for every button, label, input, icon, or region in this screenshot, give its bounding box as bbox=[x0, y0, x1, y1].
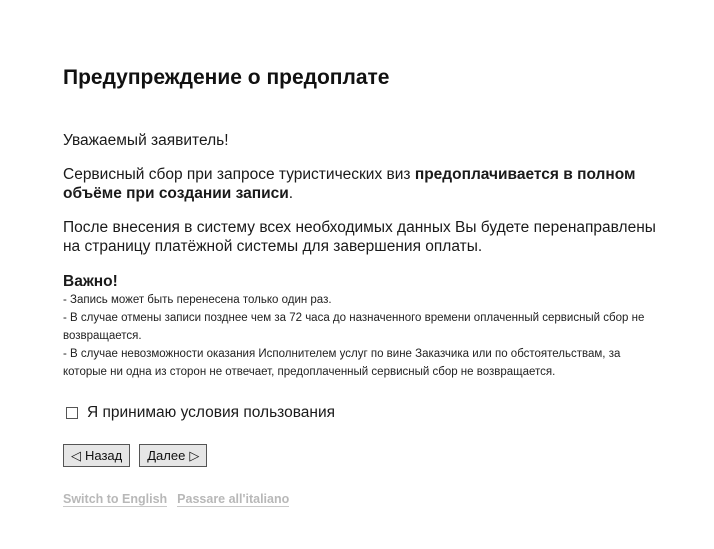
rule-reschedule: - Запись может быть перенесена только один раз. bbox=[63, 294, 332, 306]
terms-row bbox=[63, 403, 663, 423]
important-rules bbox=[63, 291, 663, 381]
greeting-text: Уважаемый заявитель! bbox=[63, 132, 229, 149]
rule-force-majeure: - В случае невозможности оказания Исполнителем услуг по вине Заказчика или по обстоятельствам, за которые ни одна из сторон не отвечает, предоплаченный сервисный сбор не возвращается. bbox=[63, 348, 621, 378]
next-button[interactable] bbox=[139, 444, 207, 467]
fee-notice-end: . bbox=[288, 185, 294, 202]
triangle-right-icon: ▷ bbox=[189, 447, 200, 463]
redirect-notice: После внесения в систему всех необходимых данных Вы будете перенаправлены на страницу платёжной системы для завершения оплаты. bbox=[63, 219, 656, 255]
page-title: Предупреждение о предоплате bbox=[63, 66, 390, 89]
fee-notice bbox=[63, 165, 663, 203]
language-switcher bbox=[63, 492, 663, 507]
fee-notice-bold: предоплачивается в полном объёме при создании записи bbox=[63, 166, 636, 202]
next-button-label: Далее bbox=[147, 448, 186, 463]
rule-cancellation: - В случае отмены записи позднее чем за 72 часа до назначенного времени оплаченный сервисный сбор не возвращается. bbox=[63, 312, 645, 342]
back-button[interactable] bbox=[63, 444, 130, 467]
terms-label[interactable]: Я принимаю условия пользования bbox=[87, 404, 335, 421]
switch-to-italian-link[interactable]: Passare all'italiano bbox=[177, 492, 290, 506]
important-heading: Важно! bbox=[63, 273, 118, 290]
prepayment-warning-page bbox=[63, 64, 663, 507]
back-button-label: Назад bbox=[85, 448, 123, 463]
navigation-buttons bbox=[63, 444, 663, 467]
switch-to-english-link[interactable]: Switch to English bbox=[63, 492, 168, 506]
terms-checkbox[interactable] bbox=[66, 407, 78, 419]
triangle-left-icon: ◁ bbox=[71, 447, 81, 463]
fee-notice-text: Сервисный сбор при запросе туристических виз bbox=[63, 166, 415, 183]
